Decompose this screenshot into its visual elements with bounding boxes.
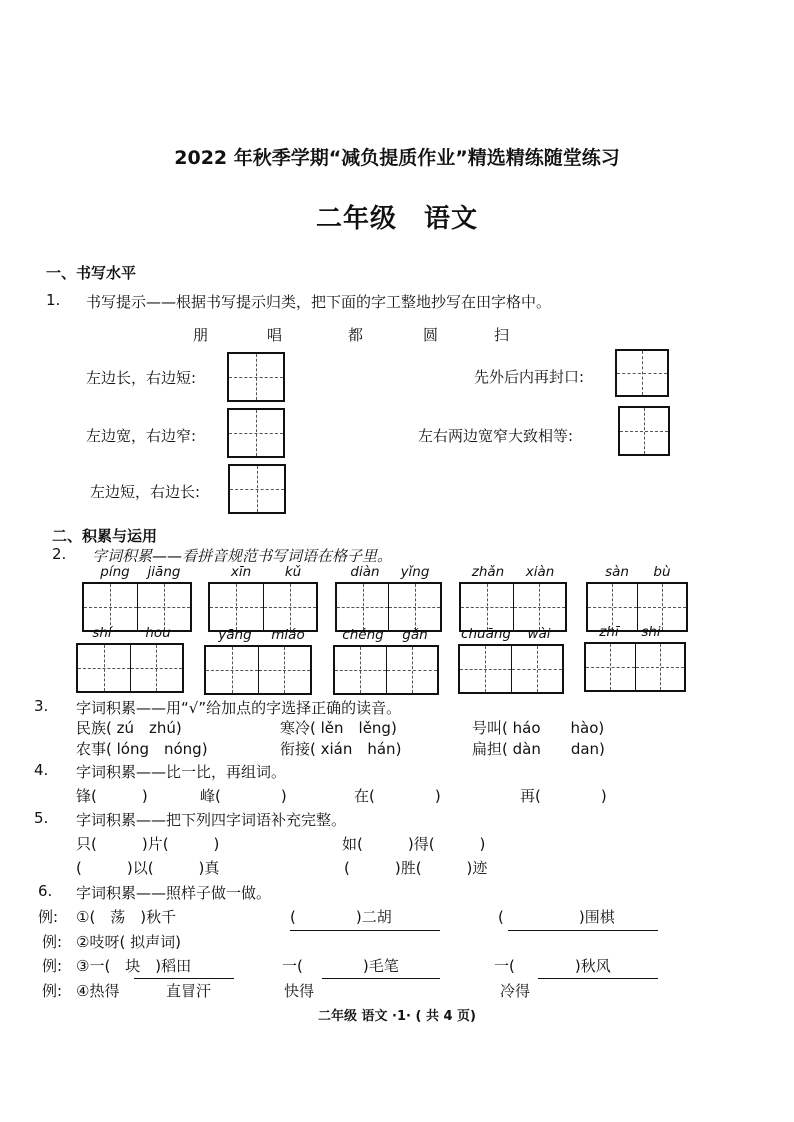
q6-row1-example: ①( 荡 )秋千	[76, 908, 177, 926]
pinyin-bu: bù	[653, 564, 671, 580]
q4-number: 4.	[34, 761, 49, 779]
q5-item-3[interactable]: ( )以( )真	[76, 859, 220, 877]
worksheet-title: 2022 年秋季学期“减负提质作业”精选精练随堂练习	[174, 147, 620, 169]
q6-row2-example: ②吱呀( 拟声词)	[76, 933, 181, 951]
word-grid-chenggan[interactable]	[333, 645, 439, 695]
page-footer: 二年级 语文 ·1· ( 共 4 页)	[317, 1009, 476, 1024]
q5-item-1[interactable]: 只( )片( )	[76, 835, 220, 853]
word-grid-chuangwai[interactable]	[458, 644, 564, 694]
q4-item-zai2[interactable]: 再( )	[520, 787, 607, 805]
rule-equal-width: 左右两边宽窄大致相等:	[418, 427, 574, 445]
q2-number: 2.	[52, 545, 67, 563]
q5-prompt: 字词积累——把下列四字词语补充完整。	[76, 811, 347, 829]
q6-row3-item-2[interactable]: 一( )毛笔	[282, 957, 399, 975]
word-grid-xinku[interactable]	[208, 582, 318, 632]
q6-row4-example-answer: 直冒汗	[166, 982, 212, 1000]
pinyin-hou: hou	[145, 625, 171, 641]
char-sao: 扫	[494, 326, 510, 344]
q3-item-hanleng[interactable]: 寒冷( lěn lěng)	[280, 719, 397, 737]
char-peng: 朋	[193, 326, 209, 344]
q6-row4-item-3: 冷得	[500, 982, 531, 1000]
q4-item-feng2[interactable]: 峰( )	[200, 787, 287, 805]
pinyin-miao: miáo	[271, 627, 305, 643]
q3-item-minzu[interactable]: 民族( zú zhú)	[76, 719, 182, 737]
pinyin-ku: kǔ	[284, 564, 302, 580]
q6-example-label-1: 例:	[38, 908, 59, 926]
q3-item-nongshi[interactable]: 农事( lóng nóng)	[76, 740, 208, 758]
q5-item-4[interactable]: ( )胜( )迹	[344, 859, 488, 877]
word-grid-yangmiao[interactable]	[204, 645, 312, 695]
q6-row4-blank-1[interactable]	[322, 978, 440, 979]
q6-row2-blank-2[interactable]	[508, 930, 658, 931]
q3-number: 3.	[34, 697, 49, 715]
word-grid-zhishi[interactable]	[584, 642, 686, 692]
pinyin-gan: gǎn	[402, 627, 428, 643]
tianzige-box-1[interactable]	[227, 352, 285, 402]
pinyin-shi-2: shi	[641, 624, 661, 640]
q6-row3-example: ③一( 块 )稻田	[76, 957, 192, 975]
pinyin-ping: píng	[100, 564, 130, 580]
pinyin-wai: wài	[527, 626, 551, 642]
q3-prompt: 字词积累——用“√”给加点的字选择正确的读音。	[76, 699, 402, 717]
q2-prompt: 字词积累——看拼音规范书写词语在格子里。	[92, 547, 393, 565]
q6-row3-item-3[interactable]: 一( )秋风	[494, 957, 611, 975]
char-dou: 都	[348, 326, 364, 344]
q6-example-label-4: 例:	[42, 982, 63, 1000]
rule-outside-inside: 先外后内再封口:	[474, 368, 585, 386]
pinyin-xian: xiàn	[525, 564, 555, 580]
pinyin-chuang: chuāng	[461, 626, 511, 642]
q6-prompt: 字词积累——照样子做一做。	[76, 884, 272, 902]
section-heading-writing: 一、书写水平	[46, 264, 137, 282]
pinyin-jiang: jiāng	[147, 564, 181, 580]
tianzige-box-4[interactable]	[615, 349, 669, 397]
worksheet-subtitle: 二年级 语文	[315, 204, 478, 234]
q4-item-feng1[interactable]: 锋( )	[76, 787, 148, 805]
pinyin-xin: xīn	[230, 564, 252, 580]
word-grid-zhanxian[interactable]	[459, 582, 567, 632]
q6-example-label-3: 例:	[42, 957, 63, 975]
q5-item-2[interactable]: 如( )得( )	[342, 835, 486, 853]
q6-row4-blank-2[interactable]	[538, 978, 658, 979]
q3-item-biandan[interactable]: 扁担( dàn dan)	[472, 740, 605, 758]
pinyin-ying: yǐng	[400, 564, 430, 580]
q4-prompt: 字词积累——比一比，再组词。	[76, 763, 287, 781]
pinyin-san: sàn	[605, 564, 629, 580]
char-yuan: 圆	[423, 326, 439, 344]
char-chang: 唱	[267, 326, 283, 344]
q6-row4-example-lead: ④热得	[76, 982, 120, 1000]
q4-item-zai1[interactable]: 在( )	[354, 787, 441, 805]
q6-number: 6.	[38, 882, 53, 900]
q3-item-haojiao[interactable]: 号叫( háo hào)	[472, 719, 605, 737]
q1-number: 1.	[46, 291, 61, 309]
word-grid-shihou[interactable]	[76, 643, 184, 693]
tianzige-box-2[interactable]	[227, 408, 285, 458]
tianzige-box-3[interactable]	[228, 464, 286, 514]
section-heading-accumulation: 二、积累与运用	[52, 527, 158, 545]
q3-item-xianjie[interactable]: 衔接( xián hán)	[280, 740, 402, 758]
q1-prompt: 书写提示——根据书写提示归类，把下面的字工整地抄写在田字格中。	[86, 293, 552, 311]
pinyin-dian: diàn	[350, 564, 380, 580]
rule-left-long: 左边长，右边短:	[86, 369, 197, 387]
q6-row1-item-2[interactable]: ( )二胡	[290, 908, 392, 926]
word-grid-dianying[interactable]	[335, 582, 442, 632]
q6-row2-blank-1[interactable]	[290, 930, 440, 931]
pinyin-yang: yāng	[218, 627, 252, 643]
pinyin-zhi: zhī	[599, 624, 619, 640]
pinyin-cheng: chéng	[342, 627, 384, 643]
q6-row4-item-2: 快得	[284, 982, 315, 1000]
q6-row1-item-3[interactable]: ( )围棋	[498, 908, 615, 926]
tianzige-box-5[interactable]	[618, 406, 670, 456]
q6-example-label-2: 例:	[42, 933, 63, 951]
rule-left-short: 左边短，右边长:	[90, 483, 201, 501]
pinyin-shi: shí	[92, 625, 112, 641]
pinyin-zhan: zhǎn	[471, 564, 505, 580]
rule-left-wide: 左边宽，右边窄:	[86, 427, 197, 445]
q6-row4-example-underline	[134, 978, 234, 979]
q5-number: 5.	[34, 809, 49, 827]
